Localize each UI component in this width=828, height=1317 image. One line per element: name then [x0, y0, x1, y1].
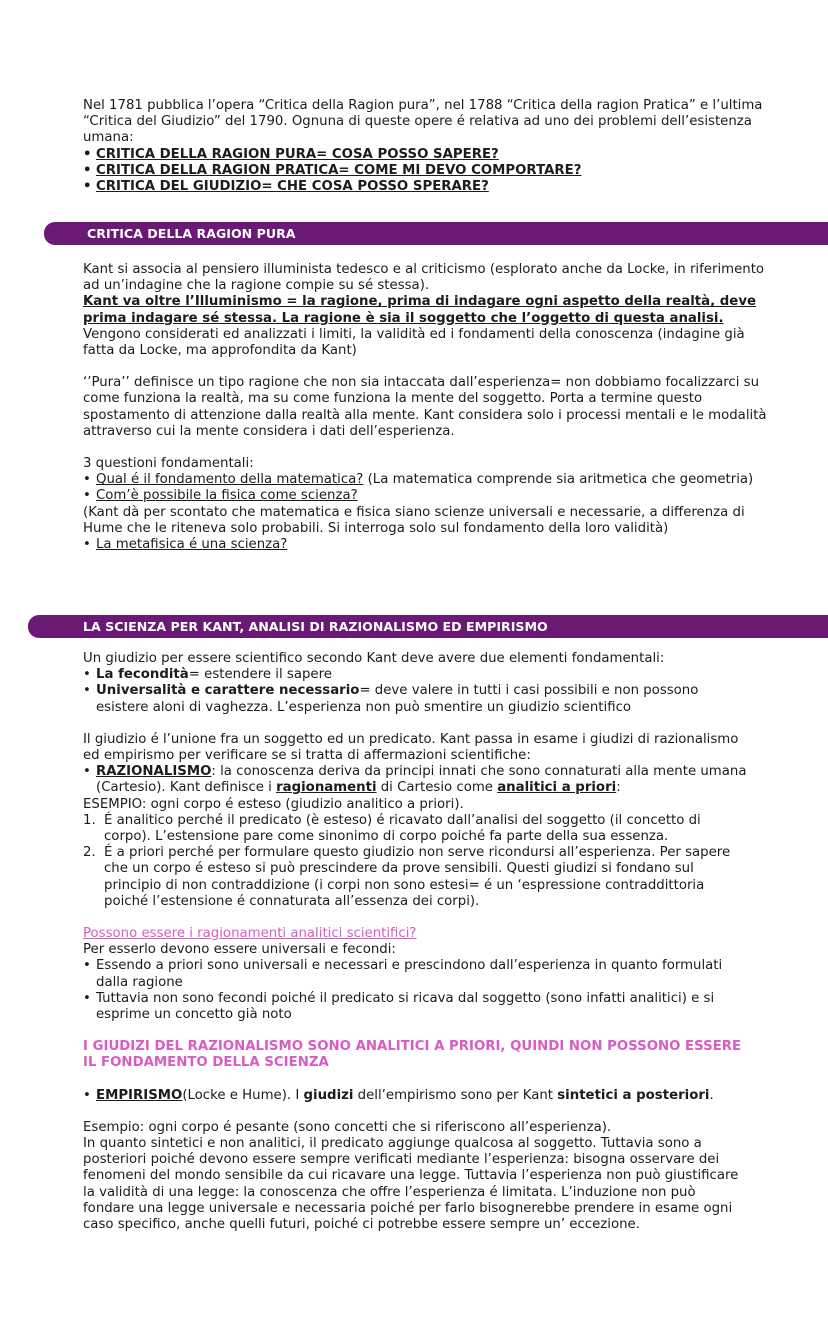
element-label: Universalità e carattere necessario	[96, 683, 360, 699]
paragraph: Vengono considerati ed analizzati i limiti, la validità ed i fondamenti della conoscenza (indagine già fatta da Locke, ma approfondita da Kant)	[83, 326, 745, 359]
section-heading-banner: CRITICA DELLA RAGION PURA	[44, 222, 828, 245]
sintetici-term: sintetici a posteriori	[557, 1087, 710, 1103]
item-text: É analitico perché il predicato (è esteso) é ricavato dall’analisi del soggetto (il concetto di corpo). L’estensione pare come sinonimo di corpo poiché fa parte della sua essenza.	[104, 812, 701, 845]
ragionamenti-term: ragionamenti	[276, 780, 377, 796]
element-item	[83, 667, 748, 683]
question-note: (La matematica comprende sia aritmetica che geometria)	[363, 472, 754, 488]
question-item	[83, 488, 773, 504]
empirismo-item	[83, 1088, 748, 1104]
questions-list-cont	[83, 537, 773, 553]
paragraph: Il giudizio é l’unione fra un soggetto ed un predicato. Kant passa in esame i giudizi di razionalismo ed empirismo per verificare se si tratta di affermazioni scientifiche:	[83, 731, 739, 764]
paragraph: Kant si associa al pensiero illuminista tedesco e al criticismo (esplorato anche da Locke, in riferimento ad un’indagine che la ragione compie su sé stessa).	[83, 262, 765, 294]
section2-body	[83, 651, 748, 1233]
question-item	[83, 537, 773, 553]
note-paragraph: (Kant dà per scontato che matematica e fisica siano scienze universali e necessarie, a differenza di Hume che le riteneva solo probabili. Si interroga solo sul fondamento della loro validità)	[83, 504, 745, 536]
paragraph: ‘’Pura’’ definisce un tipo ragione che non sia intaccata dall’esperienza= non dobbiamo focalizzarci su come funziona la realtà, ma su come funziona la mente del soggetto. Porta a termine questo spostamento di attenzione dalla realtà alla mente. Kant considera solo i processi mentali e le modalità attraverso cui la mente considera i dati dell’esperienza.	[83, 375, 767, 439]
questions-list	[83, 472, 773, 504]
intro-paragraph: Nel 1781 pubblica l’opera “Critica della Ragion pura”, nel 1788 “Critica della ragion Pratica” e l’ultima “Critica del Giudizio” del 1790. Ognuna di queste opere é relativa ad uno dei problemi dell’esistenza umana:	[83, 98, 763, 146]
item-number: 1.	[83, 812, 96, 828]
empirismo-text: .	[709, 1087, 714, 1103]
example: Esempio: ogni corpo é pesante (sono concetti che si riferiscono all’esperienza).	[83, 1119, 612, 1135]
element-text: = deve valere in tutti i casi possibili e non possono esistere aloni di vaghezza. L’esperienza non può smentire un giudizio scientifico	[96, 683, 699, 715]
numbered-list	[83, 813, 748, 910]
pink-heading: I GIUDIZI DEL RAZIONALISMO SONO ANALITICI A PRIORI, QUINDI NON POSSONO ESSERE IL FONDAMENTO DELLA SCIENZA	[83, 1039, 742, 1071]
paragraph: Per esserlo devono essere universali e fecondi:	[83, 942, 396, 958]
empirismo-text: dell’empirismo sono per Kant	[353, 1087, 558, 1103]
critiques-list	[83, 147, 773, 196]
empirismo-list	[83, 1088, 748, 1104]
numbered-item	[83, 813, 748, 845]
pink-question: Possono essere i ragionamenti analitici scientifici?	[83, 926, 417, 942]
list-item: • Tuttavia non sono fecondi poiché il predicato si ricava dal soggetto (sono infatti analitici) e si esprime un concetto già noto	[83, 991, 748, 1023]
critique-item: • CRITICA DEL GIUDIZIO= CHE COSA POSSO SPERARE?	[83, 179, 773, 195]
numbered-item	[83, 845, 748, 910]
element-text: = estendere il sapere	[188, 667, 332, 683]
razionalismo-text: :	[616, 780, 621, 796]
razionalismo-text: di Cartesio come	[376, 780, 498, 796]
element-item	[83, 683, 748, 715]
key-statement: Kant va oltre l’Illuminismo = la ragione, prima di indagare ogni aspetto della realtà, deve prima indagare sé stessa. La ragione è sia il soggetto che l’oggetto di questa analisi.	[83, 294, 757, 326]
critique-item: • CRITICA DELLA RAGION PRATICA= COME MI DEVO COMPORTARE?	[83, 163, 773, 179]
empirismo-label: EMPIRISMO	[96, 1087, 183, 1103]
element-label: La fecondità	[96, 667, 189, 683]
razionalismo-text: : la conoscenza deriva da principi innati che sono connaturati alla mente umana (Cartesio). Kant definisce i	[96, 764, 747, 796]
section-heading-banner: LA SCIENZA PER KANT, ANALISI DI RAZIONALISMO ED EMPIRISMO	[28, 615, 828, 638]
item-number: 2.	[83, 845, 96, 861]
razionalismo-item	[83, 764, 748, 796]
question-item	[83, 472, 773, 488]
giudizi-term: giudizi	[303, 1087, 354, 1103]
razionalismo-label: RAZIONALISMO	[96, 764, 212, 780]
elements-list	[83, 667, 748, 716]
questions-title: 3 questioni fondamentali:	[83, 456, 254, 472]
empirismo-text: (Locke e Hume). I	[182, 1087, 304, 1103]
critique-item: • CRITICA DELLA RAGION PURA= COSA POSSO SAPERE?	[83, 147, 773, 163]
list-item: • Essendo a priori sono universali e necessari e prescindono dall’esperienza in quanto formulati dalla ragione	[83, 958, 748, 990]
paragraph: In quanto sintetici e non analitici, il predicato aggiunge qualcosa al soggetto. Tuttavia sono a posteriori poiché devono essere sempre verificati mediante l’esperienza: bisogna osservare dei fenomeni del mondo sensibile da cui ricavare una legge. Tuttavia l’esperienza non può giustificare la validità di una legge: la conoscenza che offre l’esperienza é limitata. L’induzione non può fondare una legge universale e necessaria poiché per farlo bisognerebbe prendere in esame ogni caso specifico, anche quelli futuri, poiché ci potrebbe essere sempre un’ eccezione.	[83, 1136, 739, 1233]
example: ESEMPIO: ogni corpo é esteso (giudizio analitico a priori).	[83, 796, 464, 812]
item-text: É a priori perché per formulare questo giudizio non serve ricondursi all’esperienza. Per sapere che un corpo é esteso si può prescindere da prove sensibili. Questi giudizi si fondano sul principio di non contraddizione (i corpi non sono estesi= é un ‘espressione contraddittoria poiché l’estensione é connaturata all’essenza dei corpi).	[104, 845, 731, 909]
razionalismo-list	[83, 764, 748, 796]
section1-body	[83, 262, 773, 553]
analitici-a-priori-term: analitici a priori	[497, 780, 617, 796]
fecondi-list	[83, 958, 748, 1023]
paragraph: Un giudizio per essere scientifico secondo Kant deve avere due elementi fondamentali:	[83, 651, 665, 666]
intro-section	[83, 98, 773, 195]
question-text: Qual é il fondamento della matematica?	[96, 472, 364, 488]
question-text: La metafisica é una scienza?	[96, 537, 288, 553]
question-text: Com’è possibile la fisica come scienza?	[96, 488, 358, 504]
